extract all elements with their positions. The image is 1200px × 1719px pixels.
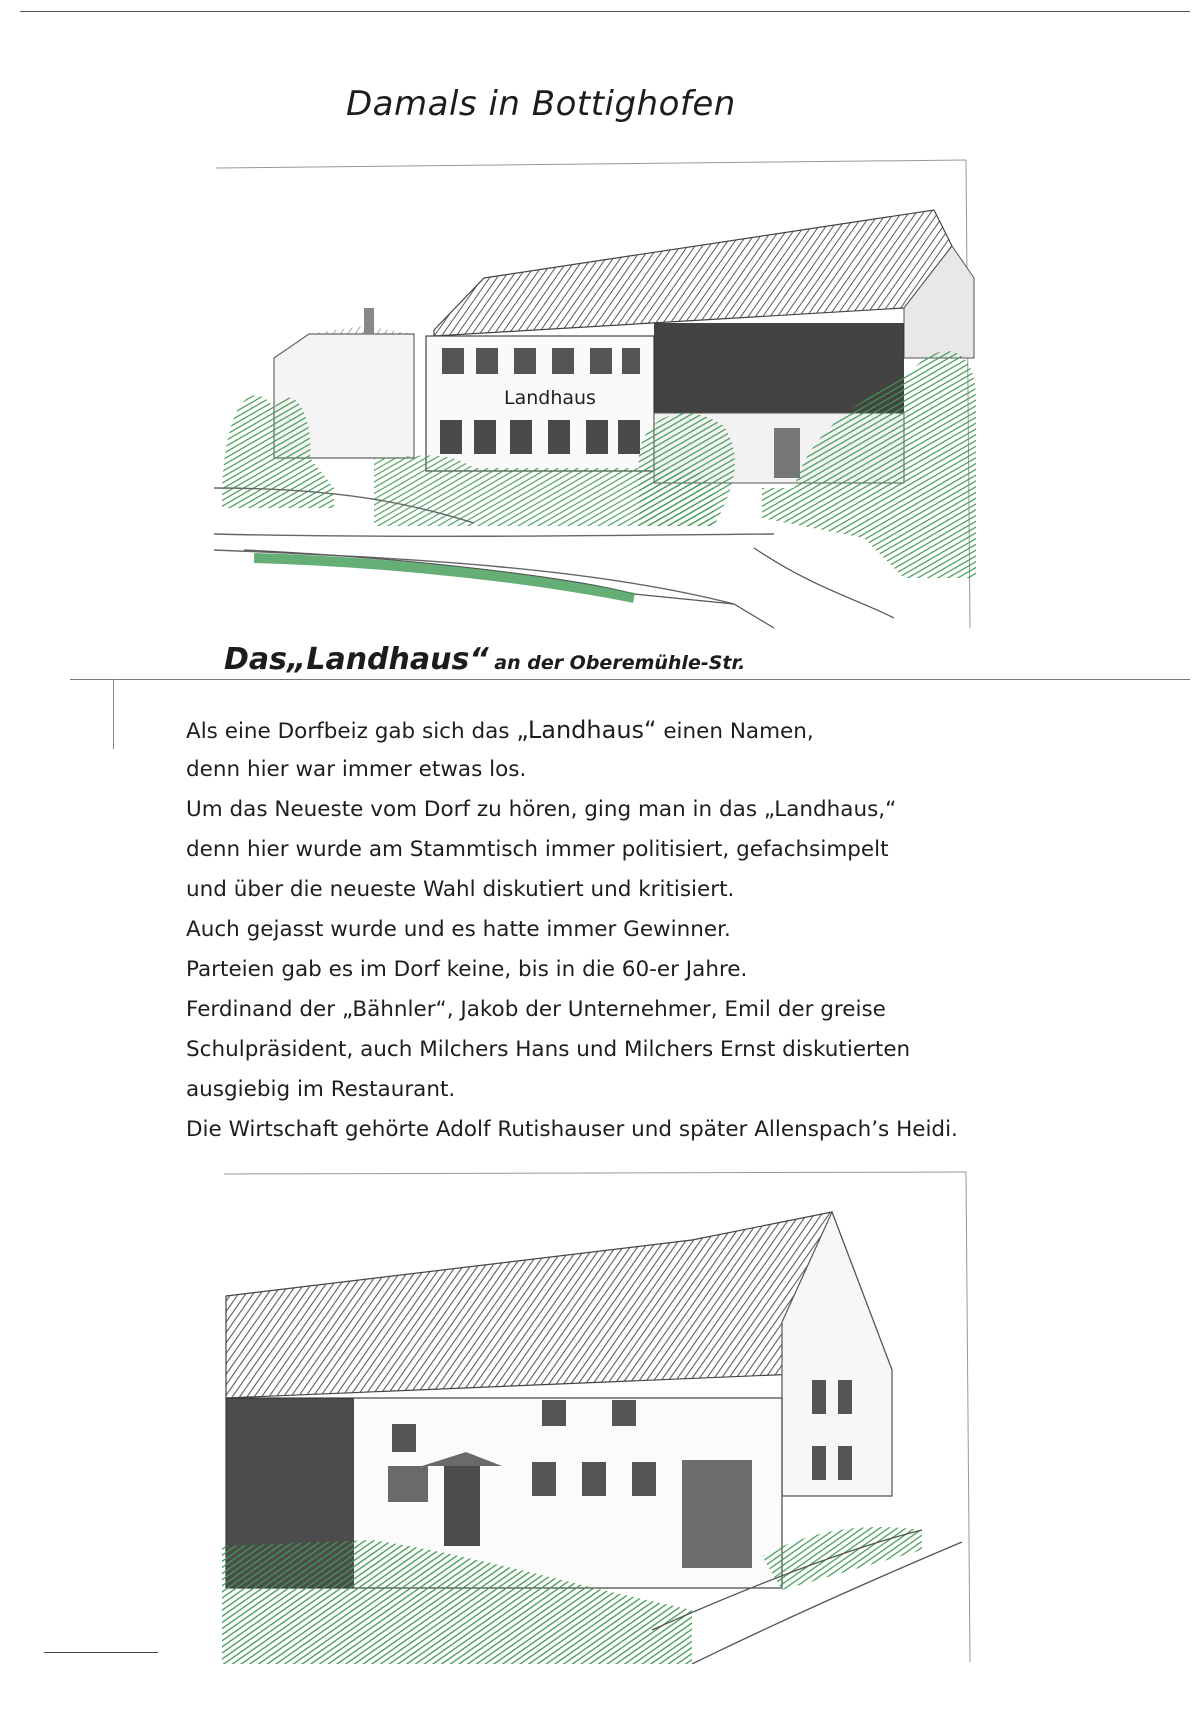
story-line: Auch gejasst wurde und es hatte immer Gewinner. <box>186 917 731 942</box>
caption-name: „Landhaus“ <box>287 642 489 677</box>
story-line: denn hier war immer etwas los. <box>186 757 527 782</box>
story-line: denn hier wurde am Stammtisch immer politisiert, gefachsimpelt <box>186 837 889 862</box>
scan-line-bottom <box>44 1652 158 1653</box>
drawing-caption <box>224 642 745 677</box>
story-line-1: Als eine Dorfbeiz gab sich das „Landhaus“ einen Namen, <box>186 716 814 744</box>
story-text <box>186 710 1066 1150</box>
story-line: Schulpräsident, auch Milchers Hans und Milchers Ernst diskutierten <box>186 1037 911 1062</box>
page-title: Damals in Bottighofen <box>346 84 736 124</box>
landhaus-drawing-top <box>214 158 984 630</box>
story-line: Die Wirtschaft gehörte Adolf Rutishauser und später Allenspach’s Heidi. <box>186 1117 958 1142</box>
caption-prefix: Das <box>224 642 288 677</box>
story-line: Parteien gab es im Dorf keine, bis in die 60-er Jahre. <box>186 957 748 982</box>
story-line: und über die neueste Wahl diskutiert und kritisiert. <box>186 877 735 902</box>
landhaus-drawing-bottom <box>222 1170 978 1664</box>
story-line: Ferdinand der „Bähnler“, Jakob der Unternehmer, Emil der greise <box>186 997 886 1022</box>
scan-line-mid-vertical <box>113 679 114 749</box>
scan-line-top <box>20 11 1190 12</box>
scan-line-mid <box>70 679 1190 680</box>
landhaus-sign: Landhaus <box>504 387 596 409</box>
story-line: ausgiebig im Restaurant. <box>186 1077 456 1102</box>
caption-suffix: an der Oberemühle-Str. <box>494 652 746 674</box>
story-line: Um das Neueste vom Dorf zu hören, ging man in das „Landhaus,“ <box>186 797 897 822</box>
story-emph-landhaus: „Landhaus“ <box>516 716 657 744</box>
